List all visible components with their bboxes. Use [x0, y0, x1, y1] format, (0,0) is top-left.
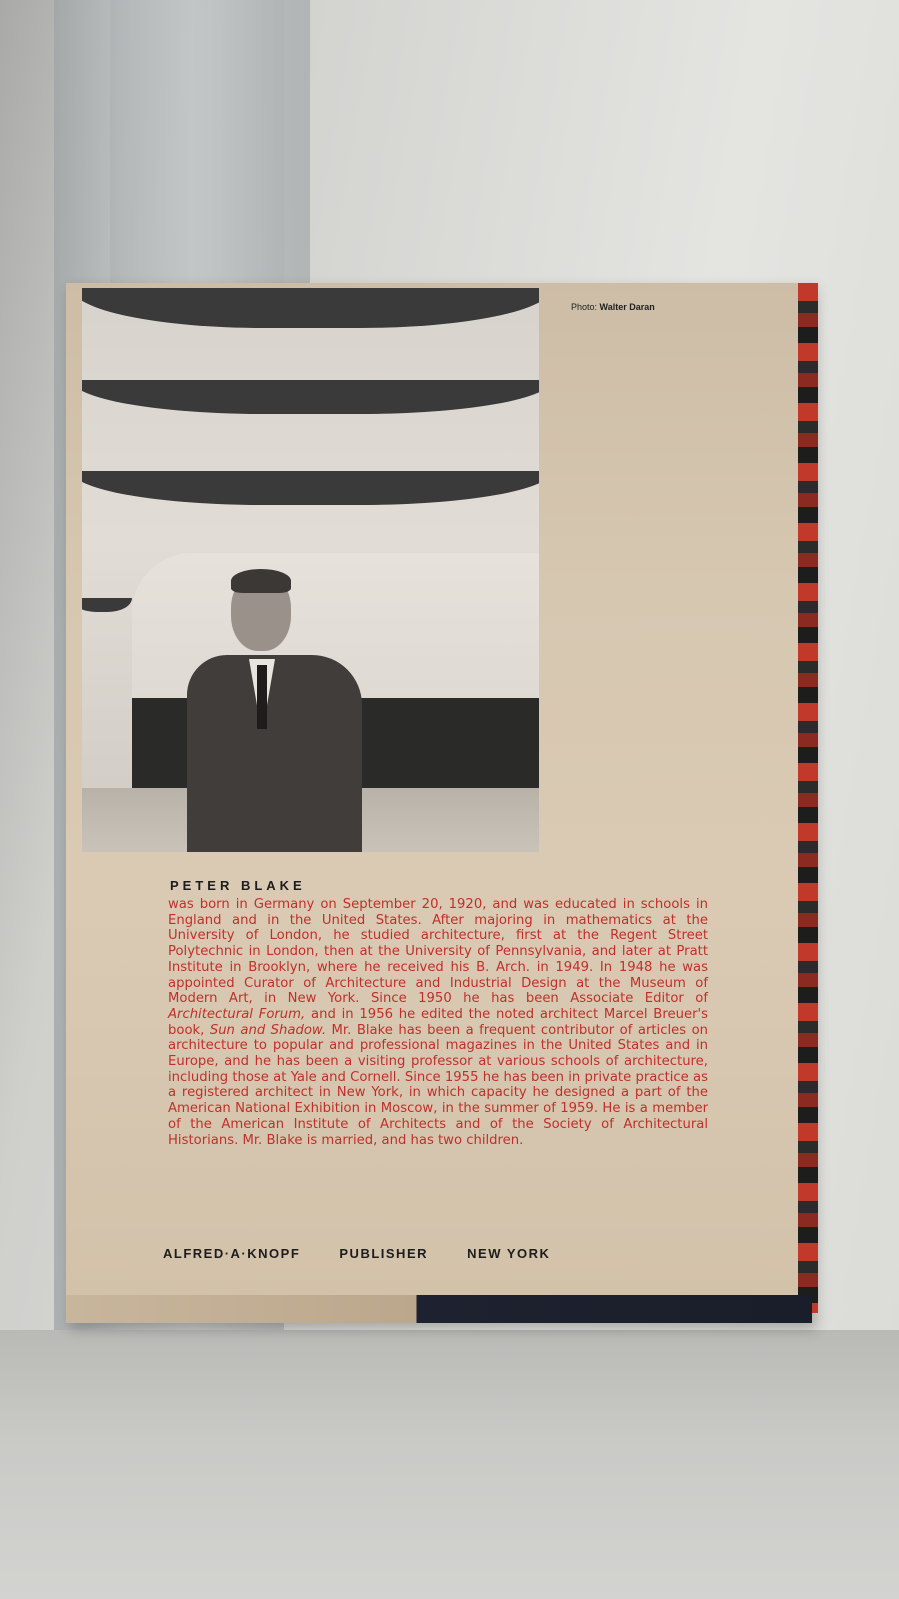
- publisher-line: [163, 1246, 683, 1261]
- bio-italic-title: Sun and Shadow.: [209, 1022, 327, 1038]
- author-name: PETER BLAKE: [170, 878, 306, 893]
- museum-ramp: [82, 598, 132, 612]
- floor: [0, 1330, 899, 1599]
- publisher-city: NEW YORK: [467, 1246, 551, 1261]
- museum-ramp: [82, 471, 539, 505]
- publisher-name: ALFRED·A·KNOPF: [163, 1246, 301, 1261]
- dust-jacket: [66, 283, 802, 1295]
- bio-text: Mr. Blake has been a frequent contributor of articles on architecture to popular and professional magazines in the United States and in Europe, and he has been a visiting professor at various schools of architecture, including those at Yale and Cornell. Since 1955 he has been in private practice as a registered architect in New York, in which capacity he designed a part of the American National Exhibition in Moscow, in the summer of 1959. He is a member of the American Institute of Architects and of the Society of Architectural Historians. Mr. Blake is married, and has two children.: [168, 1022, 709, 1148]
- publisher-label: PUBLISHER: [339, 1246, 429, 1261]
- book-bottom-edge: [66, 1295, 812, 1323]
- bio-text: was born in Germany on September 20, 1920, and was educated in schools in England and in the United States. After majoring in mathematics at the University of London, he studied architecture, first at the Regent Street Polytechnic in London, then at the University of Pennsylvania, and later at Pratt Institute in Brooklyn, where he received his B. Arch. in 1949. In 1948 he was appointed Curator of Architecture and Industrial Design at the Museum of Modern Art, in New York. Since 1950 he has been Associate Editor of: [168, 897, 708, 1007]
- author-photo: [82, 288, 539, 852]
- spine-edge: [798, 283, 818, 1313]
- tie: [257, 665, 267, 729]
- author-bio: [168, 897, 708, 1148]
- author-figure: [187, 573, 377, 852]
- suit: [187, 655, 362, 852]
- bio-text: and in 1956 he edited the noted architect Marcel Breuer's book,: [168, 1006, 708, 1038]
- photo-credit: [571, 302, 655, 312]
- photo-credit-prefix: Photo:: [571, 302, 598, 312]
- hair: [231, 569, 291, 593]
- bio-italic-title: Architectural Forum,: [168, 1006, 306, 1022]
- book-back-cover: [66, 283, 812, 1323]
- photo-credit-name: Walter Daran: [599, 302, 655, 312]
- museum-ramp: [82, 380, 539, 414]
- museum-ramp: [82, 288, 539, 328]
